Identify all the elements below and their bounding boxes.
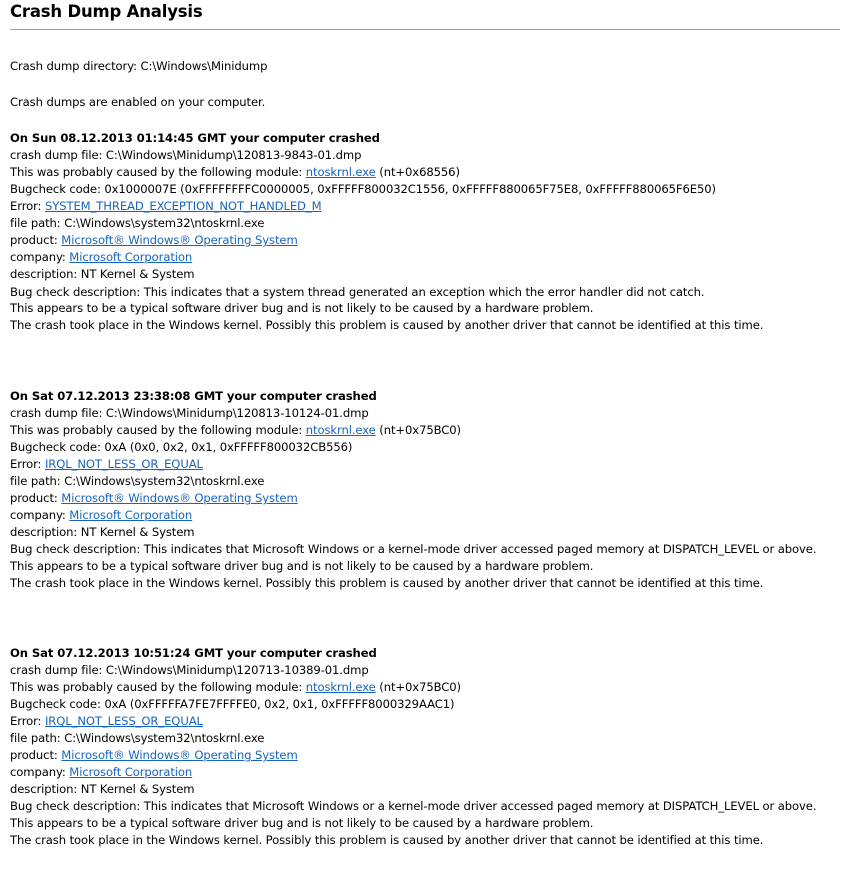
description-label: description: (10, 267, 78, 281)
bug-check-description-label: Bug check description: (10, 799, 141, 813)
dump-file-value: C:\Windows\Minidump\120713-10389-01.dmp (105, 663, 369, 677)
crash-note-kernel: The crash took place in the Windows kernel. Possibly this problem is caused by another driver that cannot be identified at this time. (10, 318, 764, 332)
module-offset: (nt+0x75BC0) (379, 423, 461, 437)
crash-product (10, 747, 298, 763)
page-header (10, 2, 840, 30)
dump-file-label: crash dump file: (10, 148, 103, 162)
dump-file-value: C:\Windows\Minidump\120813-9843-01.dmp (105, 148, 362, 162)
crash-product (10, 232, 298, 248)
module-link[interactable]: ntoskrnl.exe (305, 680, 376, 694)
dump-directory-line (10, 58, 267, 74)
product-label: product: (10, 748, 58, 762)
crash-company (10, 764, 192, 780)
error-link[interactable]: IRQL_NOT_LESS_OR_EQUAL (44, 714, 203, 728)
crash-error (10, 713, 203, 729)
error-label: Error: (10, 457, 42, 471)
crash-dump-file (10, 662, 369, 678)
crash-bugcheck (10, 439, 352, 455)
bugcheck-value: 0x1000007E (0xFFFFFFFFC0000005, 0xFFFFF800032C1556, 0xFFFFF880065F75E8, 0xFFFFF880065F6E50) (104, 182, 716, 196)
description-value: NT Kernel & System (80, 782, 195, 796)
company-link[interactable]: Microsoft Corporation (69, 765, 193, 779)
dump-directory-label: Crash dump directory: (10, 59, 137, 73)
product-link[interactable]: Microsoft® Windows® Operating System (61, 491, 298, 505)
module-offset: (nt+0x75BC0) (379, 680, 461, 694)
crash-description (10, 781, 194, 797)
description-value: NT Kernel & System (80, 267, 195, 281)
bug-check-description-label: Bug check description: (10, 542, 141, 556)
file-path-label: file path: (10, 731, 61, 745)
crash-dump-file (10, 147, 361, 163)
crash-bugcheck (10, 696, 454, 712)
page-title: Crash Dump Analysis (10, 2, 203, 21)
file-path-label: file path: (10, 474, 61, 488)
crash-dump-file (10, 405, 369, 421)
crash-note-driver: This appears to be a typical software driver bug and is not likely to be caused by a hardware problem. (10, 301, 594, 315)
product-label: product: (10, 491, 58, 505)
description-label: description: (10, 782, 78, 796)
crash-heading: On Sat 07.12.2013 10:51:24 GMT your computer crashed (10, 646, 377, 660)
crash-note-driver: This appears to be a typical software driver bug and is not likely to be caused by a hardware problem. (10, 559, 594, 573)
dumps-enabled-status: Crash dumps are enabled on your computer. (10, 95, 266, 109)
product-label: product: (10, 233, 58, 247)
bugcheck-label: Bugcheck code: (10, 697, 101, 711)
company-link[interactable]: Microsoft Corporation (69, 250, 193, 264)
bugcheck-label: Bugcheck code: (10, 440, 101, 454)
crash-description (10, 266, 194, 282)
description-label: description: (10, 525, 78, 539)
dump-file-label: crash dump file: (10, 663, 103, 677)
bugcheck-label: Bugcheck code: (10, 182, 101, 196)
dump-directory-path: C:\Windows\Minidump (140, 59, 268, 73)
crash-bug-check-description (10, 541, 816, 557)
bug-check-description-value: This indicates that a system thread generated an exception which the error handler did not catch. (143, 285, 705, 299)
error-label: Error: (10, 199, 42, 213)
crash-company (10, 249, 192, 265)
crash-heading: On Sun 08.12.2013 01:14:45 GMT your computer crashed (10, 131, 380, 145)
description-value: NT Kernel & System (80, 525, 195, 539)
crash-module (10, 164, 460, 180)
module-label: This was probably caused by the following module: (10, 423, 303, 437)
crash-module (10, 679, 461, 695)
product-link[interactable]: Microsoft® Windows® Operating System (61, 748, 298, 762)
file-path-value: C:\Windows\system32\ntoskrnl.exe (64, 216, 265, 230)
module-link[interactable]: ntoskrnl.exe (305, 423, 376, 437)
bugcheck-value: 0xA (0xFFFFFA7FE7FFFFE0, 0x2, 0x1, 0xFFFFF8000329AAC1) (104, 697, 455, 711)
file-path-value: C:\Windows\system32\ntoskrnl.exe (64, 731, 265, 745)
crash-note-kernel: The crash took place in the Windows kernel. Possibly this problem is caused by another driver that cannot be identified at this time. (10, 833, 764, 847)
crash-product (10, 490, 298, 506)
bug-check-description-value: This indicates that Microsoft Windows or a kernel-mode driver accessed paged memory at DISPATCH_LEVEL or above. (143, 542, 817, 556)
error-link[interactable]: SYSTEM_THREAD_EXCEPTION_NOT_HANDLED_M (44, 199, 322, 213)
bugcheck-value: 0xA (0x0, 0x2, 0x1, 0xFFFFF800032CB556) (104, 440, 353, 454)
bug-check-description-value: This indicates that Microsoft Windows or a kernel-mode driver accessed paged memory at DISPATCH_LEVEL or above. (143, 799, 817, 813)
company-label: company: (10, 250, 66, 264)
module-label: This was probably caused by the following module: (10, 680, 303, 694)
file-path-value: C:\Windows\system32\ntoskrnl.exe (64, 474, 265, 488)
crash-file-path (10, 215, 264, 231)
module-offset: (nt+0x68556) (379, 165, 460, 179)
error-link[interactable]: IRQL_NOT_LESS_OR_EQUAL (44, 457, 203, 471)
crash-file-path (10, 730, 264, 746)
error-label: Error: (10, 714, 42, 728)
crash-note-kernel: The crash took place in the Windows kernel. Possibly this problem is caused by another driver that cannot be identified at this time. (10, 576, 764, 590)
crash-bug-check-description (10, 284, 704, 300)
crash-error (10, 456, 203, 472)
dump-file-value: C:\Windows\Minidump\120813-10124-01.dmp (105, 406, 369, 420)
bug-check-description-label: Bug check description: (10, 285, 141, 299)
crash-module (10, 422, 461, 438)
module-link[interactable]: ntoskrnl.exe (305, 165, 376, 179)
crash-heading: On Sat 07.12.2013 23:38:08 GMT your computer crashed (10, 389, 377, 403)
company-label: company: (10, 508, 66, 522)
crash-company (10, 507, 192, 523)
crash-bugcheck (10, 181, 716, 197)
module-label: This was probably caused by the following module: (10, 165, 303, 179)
company-link[interactable]: Microsoft Corporation (69, 508, 193, 522)
crash-description (10, 524, 194, 540)
product-link[interactable]: Microsoft® Windows® Operating System (61, 233, 298, 247)
crash-error (10, 198, 321, 214)
crash-bug-check-description (10, 798, 816, 814)
company-label: company: (10, 765, 66, 779)
crash-note-driver: This appears to be a typical software driver bug and is not likely to be caused by a hardware problem. (10, 816, 594, 830)
dump-file-label: crash dump file: (10, 406, 103, 420)
crash-file-path (10, 473, 264, 489)
file-path-label: file path: (10, 216, 61, 230)
